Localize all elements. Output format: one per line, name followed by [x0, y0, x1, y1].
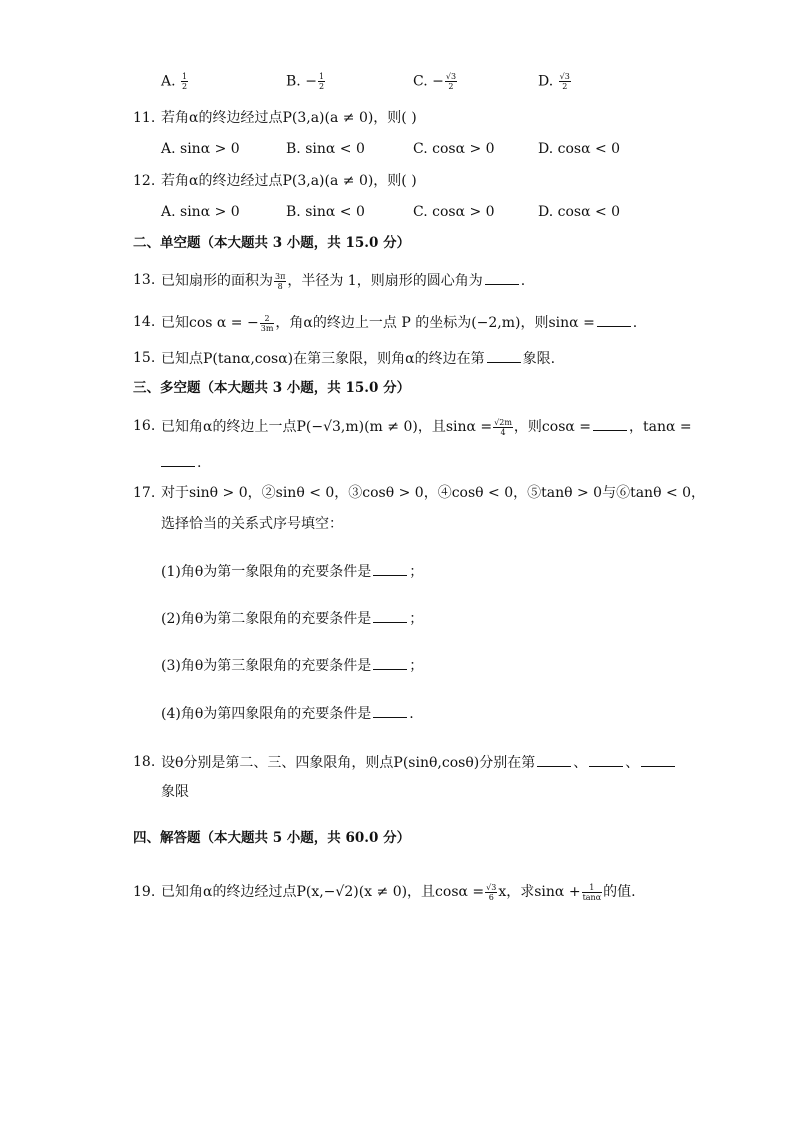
section-heading-solution: 四、解答题（本大题共 5 小题，共 60.0 分） — [133, 830, 411, 846]
numerator: 3π — [275, 271, 286, 281]
text-segment: ； — [409, 564, 424, 580]
fraction — [493, 418, 513, 437]
q13-number: 13. — [133, 272, 156, 288]
numerator: √3 — [486, 882, 497, 892]
denominator: 2 — [562, 82, 568, 91]
q13-text — [161, 270, 525, 291]
text-segment: 已知角α的终边经过点P(x,−√2)(x ≠ 0)，且cosα = — [161, 884, 485, 900]
q11-option-b: B. sinα < 0 — [286, 141, 365, 157]
fraction — [559, 72, 571, 91]
answer-blank[interactable] — [485, 270, 519, 285]
q17-sub3 — [161, 655, 423, 676]
section-heading-single-blank: 二、单空题（本大题共 3 小题，共 15.0 分） — [133, 235, 411, 251]
answer-blank[interactable] — [641, 752, 675, 767]
numerator: 2 — [260, 314, 275, 324]
answer-blank[interactable] — [593, 416, 627, 431]
text-segment: (3)角θ为第三象限角的充要条件是 — [161, 658, 372, 674]
text-segment: 、 — [625, 755, 640, 771]
fraction — [318, 72, 325, 91]
denominator: 2 — [182, 82, 188, 91]
q12-number: 12. — [133, 173, 156, 189]
fraction — [582, 883, 603, 902]
q11-option-c: C. cosα > 0 — [413, 141, 495, 157]
q18-text-line2: 象限 — [161, 784, 189, 800]
text-segment: 已知角α的终边上一点P(−√3,m)(m ≠ 0)，且sinα = — [161, 419, 493, 435]
q12-option-a: A. sinα > 0 — [161, 204, 240, 220]
numerator: √3 — [559, 72, 570, 81]
denominator: 8 — [277, 281, 283, 291]
q11-number: 11. — [133, 110, 156, 126]
text-segment: ，tanα = — [629, 419, 692, 435]
text-segment: 、 — [573, 755, 588, 771]
text-segment: . — [632, 315, 638, 331]
q12-option-c: C. cosα > 0 — [413, 204, 495, 220]
text-segment: . — [197, 455, 202, 471]
q15-number: 15. — [133, 350, 156, 366]
text-segment: (1)角θ为第一象限角的充要条件是 — [161, 564, 372, 580]
numerator: √2m — [494, 417, 512, 427]
denominator: tanα — [582, 892, 602, 902]
section-heading-multi-blank: 三、多空题（本大题共 3 小题，共 15.0 分） — [133, 380, 411, 396]
q17-text-line2: 选择恰当的关系式序号填空： — [161, 516, 343, 532]
q15-text — [161, 348, 555, 369]
q12-option-b: B. sinα < 0 — [286, 204, 365, 220]
q17-sub2 — [161, 608, 423, 629]
text-segment: ； — [409, 658, 424, 674]
q14-text — [161, 312, 637, 333]
numerator: 1 — [318, 72, 325, 81]
text-segment: 象限. — [522, 351, 556, 367]
q17-sub4 — [161, 703, 414, 724]
q17-number: 17. — [133, 485, 156, 501]
text-segment: 已知cos α = − — [161, 315, 259, 331]
answer-blank[interactable] — [537, 752, 571, 767]
option-label: D. — [538, 73, 554, 90]
text-segment: . — [409, 706, 414, 722]
answer-blank[interactable] — [597, 312, 631, 327]
text-segment: x，求sinα + — [498, 884, 581, 900]
text-segment: (4)角θ为第四象限角的充要条件是 — [161, 706, 372, 722]
option-label: B. — [286, 73, 301, 90]
text-segment: 已知扇形的面积为 — [161, 273, 273, 289]
q11-option-a: A. sinα > 0 — [161, 141, 240, 157]
q14-number: 14. — [133, 314, 156, 330]
q12-text: 若角α的终边经过点P(3,a)(a ≠ 0)，则( ) — [161, 173, 417, 189]
answer-blank[interactable] — [487, 348, 521, 363]
q19-text — [161, 882, 636, 902]
denominator: 2 — [448, 82, 454, 91]
option-label: C. — [413, 73, 428, 90]
q19-number: 19. — [133, 884, 156, 900]
numerator: 1 — [582, 883, 603, 893]
text-segment: 设θ分别是第二、三、四象限角，则点P(sinθ,cosθ)分别在第 — [161, 755, 536, 771]
q11-option-d: D. cosα < 0 — [538, 141, 621, 157]
q10-option-d — [538, 72, 572, 91]
q16-number: 16. — [133, 418, 156, 434]
q18-text — [161, 752, 677, 773]
answer-blank[interactable] — [373, 561, 407, 576]
q18-number: 18. — [133, 754, 156, 770]
q17-text: 对于sinθ > 0，②sinθ < 0，③cosθ > 0，④cosθ < 0，⑤tanθ > 0与⑥tanθ < 0， — [161, 485, 706, 501]
q10-option-b — [286, 72, 326, 91]
numerator: 1 — [182, 72, 188, 81]
option-label: A. — [161, 73, 176, 90]
text-segment: 的值. — [603, 884, 636, 900]
denominator: 4 — [500, 427, 506, 437]
denominator: 6 — [488, 892, 494, 902]
text-segment: ，半径为 1，则扇形的圆心角为 — [287, 273, 483, 289]
fraction — [445, 72, 457, 91]
answer-blank[interactable] — [373, 655, 407, 670]
minus-sign: − — [432, 73, 444, 90]
fraction — [485, 883, 497, 902]
minus-sign: − — [305, 73, 317, 90]
q16-text-line2 — [161, 452, 201, 473]
denominator: 3m — [260, 323, 274, 333]
text-segment: 已知点P(tanα,cosα)在第三象限，则角α的终边在第 — [161, 351, 485, 367]
answer-blank[interactable] — [589, 752, 623, 767]
q10-option-a — [161, 72, 189, 91]
fraction — [181, 72, 188, 91]
q17-sub1 — [161, 561, 423, 582]
fraction — [274, 272, 286, 291]
text-segment: ； — [409, 611, 424, 627]
answer-blank[interactable] — [161, 452, 195, 467]
text-segment: . — [520, 273, 526, 289]
answer-blank[interactable] — [373, 608, 407, 623]
denominator: 2 — [318, 82, 325, 91]
text-segment: ，则cosα = — [513, 419, 592, 435]
text-segment: ，角α的终边上一点 P 的坐标为(−2,m)，则sinα = — [275, 315, 595, 331]
numerator: √3 — [445, 72, 457, 81]
q11-text: 若角α的终边经过点P(3,a)(a ≠ 0)，则( ) — [161, 110, 417, 126]
q10-option-c — [413, 72, 458, 91]
text-segment: (2)角θ为第二象限角的充要条件是 — [161, 611, 372, 627]
fraction — [260, 314, 275, 333]
answer-blank[interactable] — [373, 703, 407, 718]
q16-text — [161, 416, 692, 437]
q12-option-d: D. cosα < 0 — [538, 204, 621, 220]
